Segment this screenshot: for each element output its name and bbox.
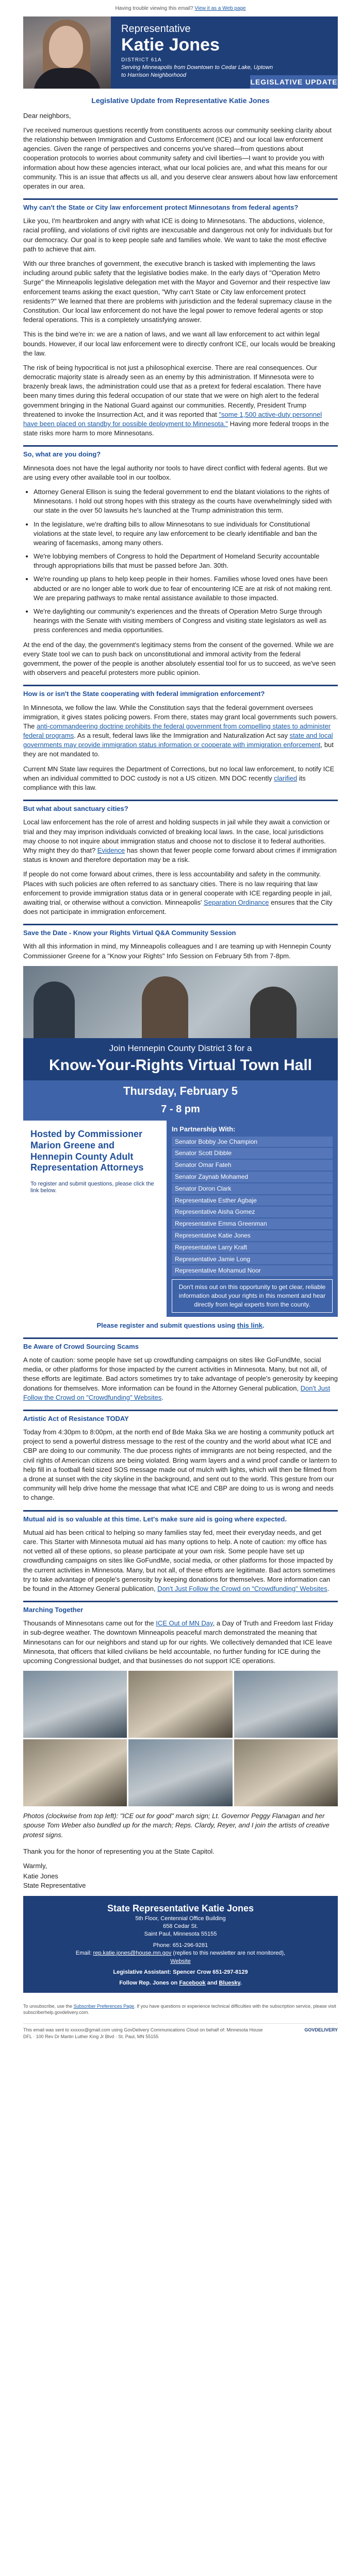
section-cooperation (23, 685, 338, 792)
banner-name: Katie Jones (121, 35, 220, 55)
partner-item: Representative Aisha Gomez (172, 1207, 333, 1217)
section-heading: Be Aware of Crowd Sourcing Scams (23, 1342, 139, 1350)
register-link[interactable]: this link (237, 1321, 262, 1329)
photo-caption: Photos (clockwise from top left): "ICE out for good" march sign; Lt. Governor Peggy Flanagan and her spouse Tom Weber also bundled up for the march; Reps. Clardy, Reyer, and I join the artists of creative protest signs. (23, 1812, 330, 1839)
paragraph: If people do not come forward about crimes, there is less accountability and safety in the community. Places with such policies are often referred to as sanctuary cities. There is no law requiring that law enforcement to provide immigration status data or in general cooperate with ICE regarding people in jail, awaiting trial, or otherwise without a conviction. Minneapolis' Separation Ordinance ensures that the City does not participate in immigration enforcement. (23, 870, 333, 916)
partner-item: Representative Esther Agbaje (172, 1195, 333, 1206)
footer-email: Email: rep.katie.jones@house.mn.gov (replies to this newsletter are not monitored), (75, 1950, 286, 1957)
flyer-photo (23, 966, 338, 1038)
list-item: • In the legislature, we're drafting bills to allow Minnesotans to sue individuals for Constitutional violations at the state level, to require any law enforcement to be clearly identifiable and ban the wearing of facemasks, among many others. (34, 520, 338, 548)
march-photo (234, 1671, 338, 1738)
paragraph: Like you, I'm heartbroken and angry with what ICE is doing to Minnesotans. The abductions, violence, racial profiling, and violations of civil rights are inexcusable and dangerous not only for individuals but for our democracy. Our goal is to keep people safe and families whole. We want to take the most effective path to achieve that aim. (23, 217, 333, 253)
unsubscribe-note: To unsubscribe, use the Subscriber Preferences Page. If you have questions or experience technical difficulties with the subscription service, please visit subscriberhelp.govdelivery.com. (23, 2003, 336, 2015)
view-web-link[interactable]: View it as a Web page (194, 6, 246, 11)
paragraph: With all this information in mind, my Minneapolis colleagues and I are teaming up with Hennepin County Commissioner Greene for a "Know your Rights" Info Session on February 5th from 7-8pm. (23, 942, 331, 960)
greeting: Dear neighbors, (23, 111, 71, 120)
paragraph: The risk of being hypocritical is not just a philosophical exercise. There are real consequences. Our democratic majority state is already seen as an enemy by this administration. If Minnesota were to brazenly break laws, the administration could use that as a pretext for federal escalation. There have been many times during this federal occupation of our state that we were on high alert to the federal government bringing in the National Guard against our communities. Recently, President Trump threatened to invoke the Insurrection Act, and it was reported that "some 1,500 active-duty personnel have been placed on standby for possible deployment to Minnesota." Having more federal troops in the state risks more harm to more Minnesotans. (23, 363, 329, 437)
closing-thanks: Thank you for the honor of representing you at the State Capitol. (23, 1847, 215, 1855)
paragraph: A note of caution: some people have set up crowdfunding campaigns on sites like GoFundMe, social media, or other platforms for those impacted by the current activities in Minnesota. Many, but not all, of these efforts are legitimate. Bad actors sometimes try to take advantage of people's generosity by keeping donations for themselves. More information can be found in the Attorney General publication, Don't Just Follow the Crowd on "Crowdfunding" Websites. (23, 1355, 338, 1401)
list-item: • We're daylighting our community's experiences and the threats of Operation Metro Surge through hearings with the Senate with visiting members of Congress and visiting state legislators as well as press conferences and media opportunities. (34, 607, 338, 635)
partner-item: Senator Scott Dibble (172, 1148, 333, 1159)
banner-rep: Representative (121, 23, 191, 35)
section-why-cant-protect (23, 198, 338, 438)
paragraph: At the end of the day, the government's legitimacy stems from the consent of the governed. While we are every State tool we can to push back on unconstitutional and immoral activity from the federal government, the power of the people is another absolutely essential tool for us to succeed, as we've seen with observers and peaceful protesters more public opinion. (23, 640, 336, 677)
partner-item: Representative Mohamud Noor (172, 1265, 333, 1276)
subscriber-preferences-link[interactable]: Subscriber Preferences Page (73, 2003, 135, 2009)
footer-name: State Representative Katie Jones (107, 1903, 254, 1913)
section-heading: But what about sanctuary cities? (23, 805, 128, 813)
closing-signature: Katie Jones State Representative (23, 1872, 86, 1890)
paragraph: This is the bind we're in: we are a nation of laws, and we want all law enforcement to act within legal bounds. However, if our local law enforcement were to directly confront ICE, our locals would be breaking the law. (23, 330, 335, 357)
partner-item: Representative Emma Greenman (172, 1218, 333, 1229)
banner-district: DISTRICT 61A (121, 57, 162, 63)
partner-item: Senator Omar Fateh (172, 1160, 333, 1171)
paragraph: In Minnesota, we follow the law. While the Constitution says that the federal government oversees immigration, it gives states policing powers. From there, states may grant local governments such powers. The anti-commandeering doctrine prohibits the federal government from compelling states to administer federal programs. As a result, federal laws like the Immigration and Naturalization Act say state and local governments may provide immigration status information or cooperate with immigration enforcement, but they are not mandated to. (23, 703, 338, 758)
section-heading: Mutual aid is so valuable at this time. Let's make sure aid is going where expected. (23, 1515, 287, 1523)
page-title: Legislative Update from Representative Katie Jones (91, 96, 270, 105)
partner-item: Senator Zaynab Mohamed (172, 1172, 333, 1182)
march-photo (234, 1739, 338, 1806)
list-item: • We're lobbying members of Congress to hold the Department of Homeland Security accountable through appropriations bills that must be passed before Jan. 30th. (34, 552, 338, 570)
footer-follow: Follow Rep. Jones on Facebook and Bluesky. (119, 1980, 242, 1987)
flyer-date: Thursday, February 5 (23, 1080, 338, 1103)
flyer-host-note: To register and submit questions, please click the link below. (30, 1180, 154, 1194)
march-photo-gallery (23, 1671, 338, 1806)
register-note: Please register and submit questions using this link. (96, 1321, 265, 1329)
flyer-partners (167, 1121, 338, 1316)
email-container (23, 16, 338, 2040)
evidence-link[interactable]: Evidence (97, 846, 125, 854)
section-sanctuary (23, 800, 338, 917)
partners-heading: In Partnership With: (172, 1125, 236, 1133)
flyer-host: Hosted by Commissioner Marion Greene and Hennepin County Adult Representation Attorneys (30, 1129, 144, 1173)
flyer-title: Know-Your-Rights Virtual Town Hall (49, 1056, 312, 1074)
representative-photo (23, 16, 111, 89)
facebook-link[interactable]: Facebook (179, 1980, 206, 1987)
paragraph: Today from 4:30pm to 8:00pm, at the north end of Bde Maka Ska we are hosting a community potluck art project to send a powerful distress message to the rest of the country and the world about what ICE and CBP are doing to our community. The due process rights of immigrants are not being respected, and the civil rights of American citizens are being violated. Bring warm layers and a wind proof candle or lantern to help fill in a football field sized SOS message made out of mulch with lights, which will then be filmed from a drone at sunset with the city skyline in the background, and sent out to the world. This gesture from our community will help drive home the message that what ICE and CBP are doing to us is wrong and needs to change. (23, 1428, 337, 1502)
closing-warmly: Warmly, (23, 1861, 47, 1870)
paragraph: Current MN State law requires the Department of Corrections, but no local law enforcement, to notify ICE when an individual committed to DOC custody is not a US citizen. MN DOC recently clarified its compliance with this law. (23, 765, 335, 792)
doc-clarified-link[interactable]: clarified (274, 774, 298, 782)
crowdfunding-link-2[interactable]: Don't Just Follow the Crowd on "Crowdfunding" Websites (157, 1584, 327, 1592)
govdelivery-logo: GOVDELIVERY (304, 2027, 338, 2033)
section-mutual-aid (23, 1510, 338, 1594)
partner-item: Senator Bobby Joe Champion (172, 1137, 333, 1147)
flyer-sub: Join Hennepin County District 3 for a (109, 1043, 252, 1053)
anti-commandeering-link[interactable]: anti-commandeering doctrine prohibits the federal government from compelling states to administer federal programs (23, 722, 331, 740)
footer-addr1: 5th Floor, Centennial Office Building (135, 1915, 226, 1922)
section-heading: Why can't the State or City law enforcement protect Minnesotans from federal agents? (23, 204, 299, 212)
section-save-the-date (23, 924, 338, 1330)
section-marching (23, 1601, 338, 1840)
march-photo (23, 1739, 127, 1806)
preheader-text: Having trouble viewing this email? (115, 6, 193, 11)
partner-item: Senator Doron Clark (172, 1183, 333, 1194)
paragraph: Local law enforcement has the role of arrest and holding suspects in jail while they await a conviction or trial and they may imprison individuals convicted of breaking local laws. In the case, local jurisdictions may choose to not inquire about immigration status and choose not to disclose it to federal authorities. Why might they do that? Evidence has shown that fewer people come forward about crimes if immigration status is known and therefore deportation may be a risk. (23, 818, 337, 864)
march-photo (128, 1739, 232, 1806)
partner-item: Representative Jamie Long (172, 1254, 333, 1265)
preheader (0, 0, 361, 16)
header-banner (23, 16, 338, 89)
footer-addr3: Saint Paul, Minnesota 55155 (144, 1931, 217, 1938)
section-heading: Marching Together (23, 1606, 84, 1614)
footer-phone: Phone: 651-296-9281 (153, 1942, 208, 1948)
list-item: • Attorney General Ellison is suing the federal government to end the blatant violations to the rights of Minnesotans. I hold out strong hopes with this strategy as the courts have overwhelmingly sided with our state in the over 50 lawsuits he's launched at the Trump administration this term. (34, 487, 338, 516)
section-heading: Save the Date - Know your Rights Virtual Q&A Community Session (23, 929, 236, 937)
separation-ordinance-link[interactable]: Separation Ordinance (204, 898, 269, 906)
troops-link[interactable]: "some 1,500 active-duty personnel have been placed on standby for possible deployment to Minnesota." (23, 410, 322, 428)
section-heading: Artistic Act of Resistance TODAY (23, 1414, 129, 1422)
partner-item: Representative Katie Jones (172, 1230, 333, 1241)
delivery-footer (23, 2023, 338, 2040)
footer-la: Legislative Assistant: Spencer Crow 651-297-8129 (113, 1969, 248, 1976)
section-scams (23, 1337, 338, 1402)
list-item: • We're rounding up plans to help keep people in their homes. Families whose loved ones have been abducted or are no longer able to work due to fear of encountering ICE are at risk of not making rent. We are preparing pathways to make rental assistance available to those impacted. (34, 574, 338, 603)
legislative-update-tag: LEGISLATIVE UPDATE (250, 75, 338, 89)
paragraph: Minnesota does not have the legal authority nor tools to have direct conflict with federal agents. But we are using every other available tool in our toolbox. (23, 464, 328, 481)
section-heading: So, what are you doing? (23, 450, 101, 459)
banner-serving: Serving Minneapolis from Downtown to Cedar Lake, Uptown to Harrison Neighborhood (121, 64, 273, 79)
section-heading: How is or isn't the State cooperating with federal immigration enforcement? (23, 690, 265, 698)
flyer-time: 7 - 8 pm (23, 1102, 338, 1121)
footer-contact (23, 1896, 338, 1993)
march-photo (23, 1671, 127, 1738)
section-art-resistance (23, 1410, 338, 1503)
ice-out-link[interactable]: ICE Out of MN Day (156, 1619, 213, 1628)
section-what-doing (23, 445, 338, 677)
crowdfunding-link[interactable]: Don't Just Follow the Crowd on "Crowdfunding" Websites (23, 1384, 331, 1401)
closing (23, 1847, 338, 1891)
email-link[interactable]: rep.katie.jones@house.mn.gov (93, 1950, 172, 1957)
flyer-cta: Don't miss out on this opportunity to get clear, reliable information about your rights in this moment and hear directly from legal experts from the county. (172, 1279, 333, 1312)
delivery-text: This email was sent to xxxxxx@gmail.com using GovDelivery Communications Cloud on behalf of: Minnesota House DFL · 100 Rev Dr Martin Luther King Jr Blvd · St. Paul, MN 55155 (23, 2027, 263, 2039)
march-photo (128, 1671, 232, 1738)
footer-addr2: 658 Cedar St. (163, 1923, 198, 1930)
bluesky-link[interactable]: Bluesky (219, 1980, 240, 1987)
ina-link[interactable]: state and local governments may provide immigration status information or cooperate with immigration enforcement (23, 732, 333, 749)
partner-item: Representative Larry Kraft (172, 1242, 333, 1253)
intro-paragraph: I've received numerous questions recently from constituents across our community seeking clarity about the relationship between Immigration and Customs Enforcement (ICE) and our local law enforcement agencies. Given the range of perspectives and concerns you've shared—from questions about cooperation protocols to worries about community safety and civil liberties—I want to provide you with information about how these agencies interact, what our local policies are, and what this means for our community. This is an issue that affects us all, and you deserve clear answers about how law enforcement operates in our area. (23, 126, 338, 190)
paragraph: Thousands of Minnesotans came out for the ICE Out of MN Day, a Day of Truth and Freedom last Friday in sub-degree weather. The downtown Minneapolis peaceful march demonstrated the meaning that Minnesotans can for our neighbors and stand up for our rights. We collectively demanded that ICE leave Minnesota, that officers that killed civilians be held accountable, no further funding for ICE during the upcoming Congressional budget, and that businesses do not support ICE operations. (23, 1619, 333, 1665)
town-hall-flyer (23, 966, 338, 1317)
website-link[interactable]: Website (170, 1958, 191, 1964)
paragraph: With our three branches of government, the executive branch is tasked with implementing the laws including around public safety that the legislative bodies make. In the early days of "Operation Metro Surge" the Minneapolis legislative delegation met with the Mayor and Governor and their respective law enforcement teams asking the exact question, "Why can't State or City law enforcement protect residents?" We learned that there are problems with jurisdiction and the federal supremacy clause in the Constitution. Our local law enforcement do not have the legal power to remove federal agents or stop federal operations. This is a completely unsatisfying answer. (23, 260, 332, 324)
actions-list (23, 487, 338, 635)
paragraph: Mutual aid has been critical to helping so many families stay fed, meet their everyday needs, and get care. This Starter with Minnesota mutual aid has many options to help. A note of caution: my office has not vetted all of these options, so please participate at your own risk. Some people have set up crowdfunding campaigns on sites like GoFundMe, social media, or other platforms for those impacted by the current activities in Minnesota. Many, but not all, of these efforts are legitimate. Bad actors sometimes try to take advantage of people's generosity by keeping donations for themselves. More information can be found in the Attorney General publication, Don't Just Follow the Crowd on "Crowdfunding" Websites. (23, 1528, 336, 1592)
